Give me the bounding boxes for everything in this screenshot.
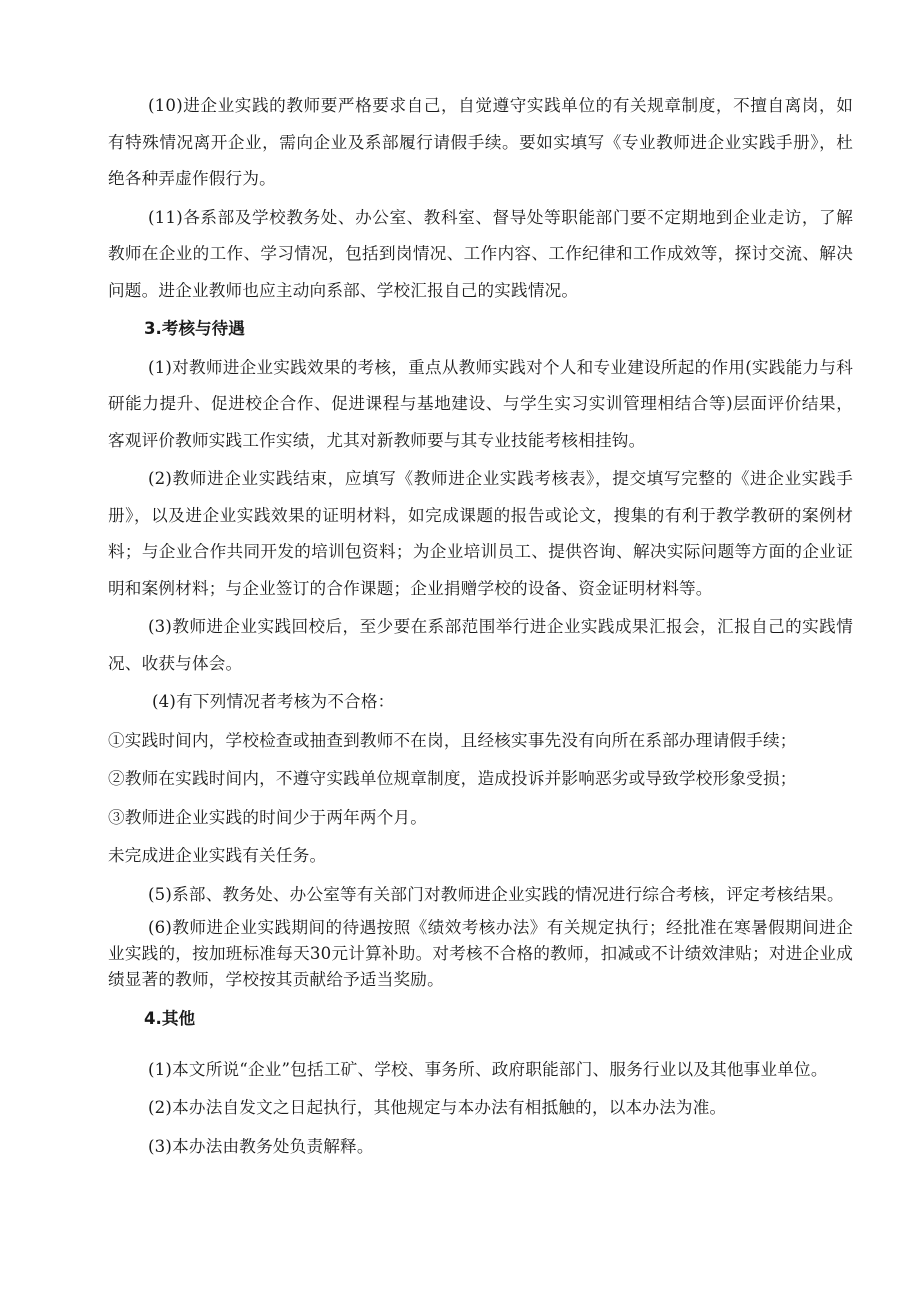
other-paragraph-3: (3)本办法由教务处负责解释。 (148, 1136, 374, 1156)
fail-condition-3: ③教师进企业实践的时间少于两年两个月。 (108, 807, 428, 827)
section-heading-assessment: 3.考核与待遇 (144, 319, 245, 338)
assessment-paragraph-1: (1)对教师进企业实践效果的考核，重点从教师实践对个人和专业建设所起的作用(实践能力与科研能力提升、促进校企合作、促进课程与基地建设、与学生实习实训管理相结合等)层面评价结果，客观评价教师实践工作实绩，尤其对新教师要与其专业技能考核相挂钩。 (108, 357, 853, 450)
section-heading-other: 4.其他 (144, 1009, 196, 1028)
other-paragraph-2: (2)本办法自发文之日起执行，其他规定与本办法有相抵触的，以本办法为准。 (148, 1098, 727, 1117)
other-paragraph-1: (1)本文所说“企业”包括工矿、学校、事务所、政府职能部门、服务行业以及其他事业单位。 (148, 1059, 828, 1079)
document-page (108, 88, 853, 1165)
paragraph-11: (11)各系部及学校教务处、办公室、教科室、督导处等职能部门要不定期地到企业走访，了解教师在企业的工作、学习情况，包括到岗情况、工作内容、工作纪律和工作成效等，探讨交流、解决问题。进企业教师也应主动向系部、学校汇报自己的实践情况。 (108, 207, 853, 300)
assessment-paragraph-5: (5)系部、教务处、办公室等有关部门对教师进企业实践的情况进行综合考核，评定考核结果。 (148, 884, 844, 904)
assessment-paragraph-2: (2)教师进企业实践结束，应填写《教师进企业实践考核表》，提交填写完整的《进企业实践手册》，以及进企业实践效果的证明材料，如完成课题的报告或论文，搜集的有利于教学教研的案例材料；与企业合作共同开发的培训包资料；为企业培训员工、提供咨询、解决实际问题等方面的企业证明和案例材料；与企业签订的合作课题；企业捐赠学校的设备、资金证明材料等。 (108, 469, 853, 598)
fail-condition-4: 未完成进企业实践有关任务。 (108, 846, 327, 865)
assessment-paragraph-3: (3)教师进企业实践回校后，至少要在系部范围举行进企业实践成果汇报会，汇报自己的实践情况、收获与体会。 (108, 617, 853, 673)
fail-condition-2: ②教师在实践时间内，不遵守实践单位规章制度，造成投诉并影响恶劣或导致学校形象受损； (108, 769, 797, 788)
assessment-paragraph-4: (4)有下列情况者考核为不合格： (152, 692, 395, 711)
assessment-paragraph-6: (6)教师进企业实践期间的待遇按照《绩效考核办法》有关规定执行；经批准在寒暑假期间进企业实践的，按加班标准每天30元计算补助。对考核不合格的教师，扣减或不计绩效津贴；对进企业成绩显著的教师，学校按其贡献给予适当奖励。 (108, 918, 853, 989)
fail-condition-1: ①实践时间内，学校检查或抽查到教师不在岗，且经核实事先没有向所在系部办理请假手续； (108, 730, 797, 750)
paragraph-10: (10)进企业实践的教师要严格要求自己，自觉遵守实践单位的有关规章制度，不擅自离岗，如有特殊情况离开企业，需向企业及系部履行请假手续。要如实填写《专业教师进企业实践手册》，杜绝各种弄虚作假行为。 (108, 96, 853, 188)
